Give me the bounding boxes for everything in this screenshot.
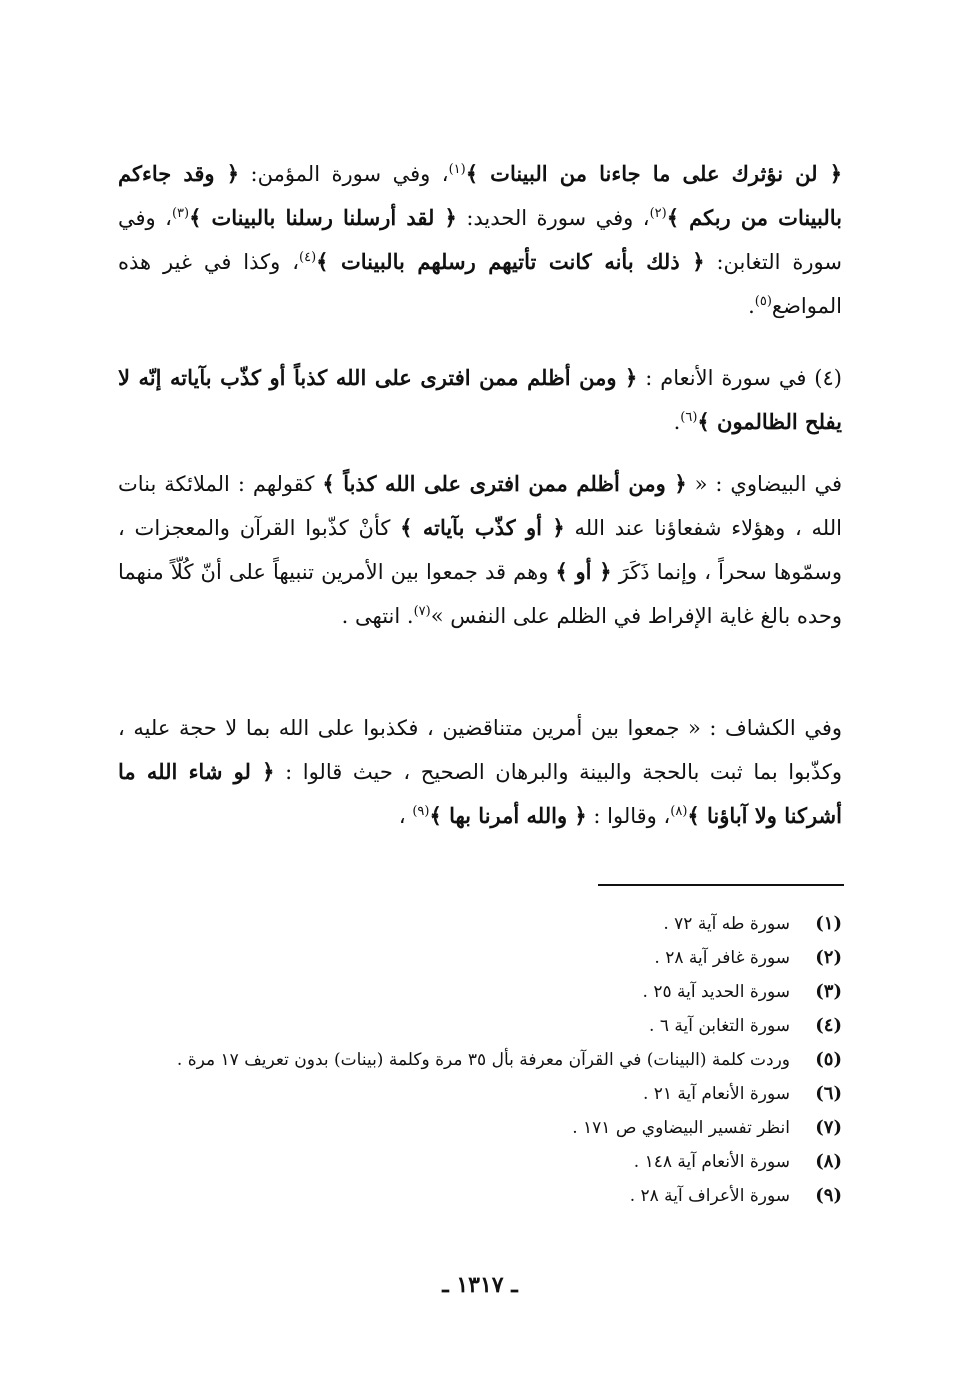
footnote-text: سورة التغابن آية ٦ . — [649, 1016, 790, 1036]
body-text: ، — [398, 804, 413, 828]
body-text: . — [673, 410, 681, 434]
quran-quote: ﴿ أو كذّب بآياته ﴾ — [400, 515, 565, 540]
footnote-item — [118, 1179, 842, 1213]
quran-quote: ﴿ أو ﴾ — [555, 559, 612, 584]
footnote-number: (١) — [815, 913, 842, 934]
footnote-ref[interactable]: (١) — [448, 162, 466, 177]
quran-quote: ﴿ والله أمرنا بها ﴾ — [429, 803, 587, 828]
footnote-text: انظر تفسير البيضاوي ص ١٧١ . — [572, 1118, 790, 1138]
paragraph-kashshaf — [118, 706, 842, 838]
footnote-text: سورة طه آية ٧٢ . — [663, 914, 790, 934]
footnote-ref[interactable]: (٣) — [171, 206, 190, 221]
body-text: في البيضاوي : « — [686, 472, 842, 496]
footnote-number: (٨) — [815, 1151, 842, 1172]
footnote-ref[interactable]: (٦) — [680, 410, 698, 425]
footnote-item — [118, 1111, 842, 1145]
footnote-text: وردت كلمة (البينات) في القرآن معرفة بأل ٣٥ مرة وكلمة (بينات) بدون تعريف ١٧ مرة . — [176, 1050, 790, 1070]
footnote-ref[interactable]: (٢) — [649, 206, 667, 221]
quran-quote: ﴿ لن نؤثرك على ما جاءنا من البينات ﴾ — [465, 161, 842, 186]
footnote-number: (٣) — [815, 981, 842, 1002]
footnote-item — [118, 1009, 842, 1043]
footnote-number: (٩) — [815, 1185, 842, 1206]
footnote-text: سورة الأعراف آية ٢٨ . — [629, 1186, 790, 1206]
footnote-ref[interactable]: (٧) — [413, 604, 431, 619]
paragraph-anam — [118, 356, 842, 444]
footnote-number: (٢) — [815, 947, 842, 968]
page-number: ـ ١٣١٧ ـ — [442, 1272, 518, 1298]
footnote-text: سورة الأنعام آية ١٤٨ . — [633, 1152, 790, 1172]
footnote-text: سورة غافر آية ٢٨ . — [654, 948, 790, 968]
quran-quote: ﴿ ذلك بأنه كانت تأتيهم رسلهم بالبينات ﴾ — [316, 249, 705, 274]
body-text: كقولهم : الملائكة بنات الله ، وهؤلاء شفعاؤنا عند الله — [118, 472, 842, 540]
quran-quote: ﴿ ومن أظلم ممن افترى على الله كذباً أو كذّب بآياته إنّه لا يفلح الظالمون ﴾ — [118, 365, 842, 434]
footnote-number: (٥) — [815, 1049, 842, 1070]
body-text: (٤) في سورة الأنعام : — [637, 366, 842, 390]
footnotes-list — [118, 907, 842, 1213]
paragraph-baydawi — [118, 462, 842, 638]
body-text: . — [748, 294, 755, 318]
paragraph-verses-bayyinat — [118, 152, 842, 328]
footnote-ref[interactable]: (٥) — [754, 294, 772, 309]
body-text: وفي الكشاف : « جمعوا بين أمرين متناقضين ، فكذبوا على الله بما لا حجة عليه ، وكذّبوا بما ثبت بالحجة والبينة والبرهان الصحيح ، حيث قالوا : — [118, 716, 842, 784]
footnote-ref[interactable]: (٩) — [412, 804, 430, 819]
body-text: ، وفي سورة الحديد: — [456, 206, 650, 230]
footnote-ref[interactable]: (٨) — [670, 804, 688, 819]
body-text: ، وفي سورة التغابن: — [118, 206, 842, 274]
quran-quote: ﴿ وقد جاءكم بالبينات من ربكم ﴾ — [118, 161, 842, 230]
footnote-item — [118, 1077, 842, 1111]
footnote-ref[interactable]: (٤) — [299, 250, 317, 265]
body-text: . انتهى . — [341, 604, 414, 628]
footnote-item — [118, 941, 842, 975]
footnote-number: (٤) — [815, 1015, 842, 1036]
footnote-number: (٦) — [815, 1083, 842, 1104]
quran-quote: ﴿ لقد أرسلنا رسلنا بالبينات ﴾ — [189, 205, 457, 230]
footnote-item — [118, 907, 842, 941]
body-text: ، وفي سورة المؤمن: — [239, 162, 449, 186]
footnote-item — [118, 1145, 842, 1179]
quran-quote: ﴿ لو شاء الله ما أشركنا ولا آباؤنا ﴾ — [118, 759, 842, 828]
body-text: ، وقالوا : — [586, 804, 671, 828]
body-text: وهم قد جمعوا بين الأمرين تنبيهاً على أنّ كُلّاً منهما وحده بالغ غاية الإفراط في الظلم على النفس » — [118, 560, 842, 628]
footnote-separator — [598, 884, 844, 886]
footnote-item — [118, 1043, 842, 1077]
footnote-text: سورة الحديد آية ٢٥ . — [642, 982, 790, 1002]
quran-quote: ﴿ ومن أظلم ممن افترى على الله كذباً ﴾ — [322, 471, 687, 496]
footnote-text: سورة الأنعام آية ٢١ . — [642, 1084, 790, 1104]
footnote-number: (٧) — [815, 1117, 842, 1138]
body-text: ، وكذا في غير هذه المواضع — [118, 250, 842, 318]
footnote-item — [118, 975, 842, 1009]
body-text: كأنْ كذّبوا القرآن والمعجزات ، وسمّوها سحراً ، وإنما ذَكَرَ — [118, 516, 842, 584]
